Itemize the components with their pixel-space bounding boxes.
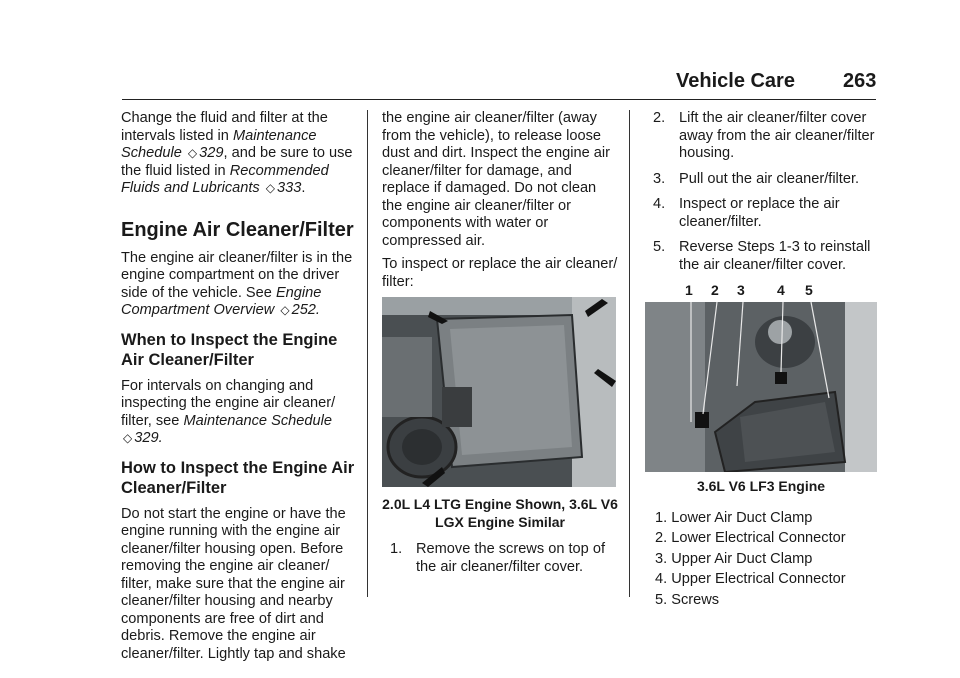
legend-item: 2. Lower Electrical Connector bbox=[655, 530, 846, 546]
inspect-paragraph: Do not start the engine or have the engine running with the engine air cleaner/filter housing open. Before removing the engine air cleaner/ filter, make sure that the engine air cleaner/filter housing and nearby components are free of dirt and debris. Remove the engine air cleaner/filter. Lightly tap and shake bbox=[121, 505, 346, 662]
callout-5: 5 bbox=[805, 282, 813, 298]
column-1 bbox=[121, 110, 361, 669]
section-heading: Engine Air Cleaner/Filter bbox=[121, 218, 354, 241]
page-ref-icon: ◇ bbox=[123, 431, 133, 445]
interval-paragraph: For intervals on changing and inspecting the engine air cleaner/ filter, see Maintenance Schedule ◇ 329. bbox=[121, 377, 336, 446]
legend-item: 3. Upper Air Duct Clamp bbox=[655, 550, 813, 567]
page-header-section: Vehicle Care bbox=[676, 70, 795, 92]
step-3: 3. Pull out the air cleaner/filter. bbox=[653, 170, 860, 187]
column-2 bbox=[382, 110, 618, 584]
instruction-intro: To inspect or replace the air cleaner/ filter: bbox=[382, 256, 618, 290]
photo-caption-ltg: 2.0L L4 LTG Engine Shown, 3.6L V6 LGX Engine Similar bbox=[382, 496, 618, 530]
continued-paragraph: the engine air cleaner/filter (away from the vehicle), to release loose dust and dirt. Inspect the engine air cleaner/filter for damage, and replace if damaged. Do not clean the engine air cleaner/filter or components with water or compressed air. bbox=[382, 110, 610, 249]
legend-item: 5. Screws bbox=[655, 591, 720, 608]
callout-4: 4 bbox=[777, 282, 785, 298]
column-divider-1 bbox=[367, 110, 368, 597]
engine-photo-ltg bbox=[382, 297, 616, 487]
link-recommended-fluids[interactable]: Recommended Fluids and Lubricants bbox=[121, 162, 329, 196]
page-number: 263 bbox=[843, 70, 877, 92]
link-maintenance-schedule-2[interactable]: Maintenance Schedule bbox=[183, 412, 332, 429]
page-ref-icon: ◇ bbox=[265, 181, 276, 195]
header-rule bbox=[122, 99, 876, 100]
subheading-when: When to Inspect the Engine Air Cleaner/Filter bbox=[121, 330, 338, 369]
column-divider-2 bbox=[629, 110, 630, 597]
location-paragraph: The engine air cleaner/filter is in the engine compartment on the driver side of the vehicle. See Engine Compartment Overview ◇ 252. bbox=[121, 249, 353, 318]
callout-3: 3 bbox=[737, 282, 745, 298]
intro-paragraph: Change the fluid and filter at the intervals listed in Maintenance Schedule ◇ 329, and be sure to use the fluid listed in Recommended Fluids and Lubricants ◇ 333. bbox=[121, 110, 353, 196]
page-ref-icon: ◇ bbox=[280, 303, 290, 317]
page-ref-icon: ◇ bbox=[187, 146, 198, 160]
step-5: 5. Reverse Steps 1-3 to reinstall the air cleaner/filter cover. bbox=[653, 239, 871, 273]
link-engine-compartment-overview[interactable]: Engine Compartment Overview bbox=[121, 284, 322, 318]
photo-caption-lf3: 3.6L V6 LF3 Engine bbox=[696, 478, 826, 494]
subheading-how: How to Inspect the Engine Air Cleaner/Filter bbox=[121, 458, 355, 497]
callout-1: 1 bbox=[685, 282, 693, 298]
engine-photo-lf3 bbox=[645, 282, 877, 472]
callout-2: 2 bbox=[711, 282, 719, 298]
column-3 bbox=[645, 110, 877, 612]
link-maintenance-schedule[interactable]: Maintenance Schedule bbox=[121, 127, 317, 161]
step-2: 2. Lift the air cleaner/filter cover away from the air cleaner/filter housing. bbox=[653, 110, 875, 161]
photo-callouts bbox=[645, 280, 877, 302]
step-1: 1. Remove the screws on top of the air cleaner/filter cover. bbox=[390, 541, 605, 575]
step-4: 4. Inspect or replace the air cleaner/filter. bbox=[653, 196, 840, 230]
legend-item: 4. Upper Electrical Connector bbox=[655, 571, 846, 587]
legend-item: 1. Lower Air Duct Clamp bbox=[655, 509, 813, 526]
